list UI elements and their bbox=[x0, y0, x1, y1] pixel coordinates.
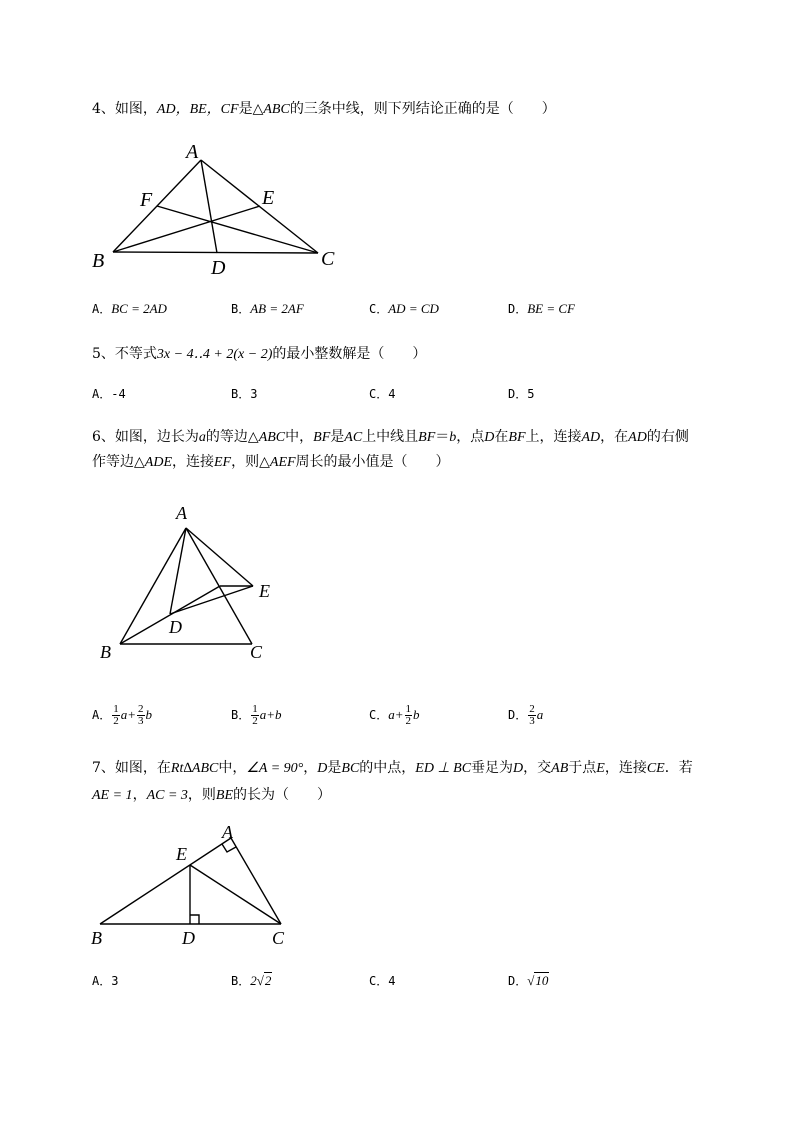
label-c: C bbox=[250, 642, 263, 662]
q4-options bbox=[92, 300, 752, 326]
q5-option-c[interactable]: C．4 bbox=[369, 387, 396, 401]
q7-option-c[interactable]: C．4 bbox=[369, 974, 396, 988]
label-a: A bbox=[176, 503, 187, 523]
segment-ae bbox=[186, 528, 253, 586]
label-d: D bbox=[182, 928, 195, 948]
q4-option-d[interactable]: D．BE = CF bbox=[508, 301, 576, 316]
q4-option-a[interactable]: A．BC = 2AD bbox=[92, 301, 167, 316]
question-5-stem: 5、不等式3x − 4‥4 + 2(x − 2)的最小整数解是（ ） bbox=[92, 346, 427, 362]
q7-option-d[interactable]: D．√10 bbox=[508, 973, 549, 988]
q4-option-c[interactable]: C．AD = CD bbox=[369, 301, 439, 316]
label-b: B bbox=[100, 642, 111, 662]
q7-option-b[interactable]: B．2√2 bbox=[231, 973, 272, 988]
q4-text: 4、如图， bbox=[92, 101, 157, 117]
q5-option-d[interactable]: D．5 bbox=[508, 387, 535, 401]
label-b: B bbox=[92, 250, 105, 272]
q6-options bbox=[92, 704, 752, 730]
right-angle-mark-a bbox=[222, 844, 236, 852]
segment-ab bbox=[100, 838, 231, 924]
q4-option-b[interactable]: B．AB = 2AF bbox=[231, 301, 304, 316]
label-f: F bbox=[140, 189, 153, 211]
q7-triangle-figure bbox=[88, 818, 298, 952]
q6-option-b[interactable]: B． $\frac{1}{2}$ a+b bbox=[231, 703, 282, 727]
label-c: C bbox=[321, 248, 335, 270]
q7-options bbox=[92, 972, 752, 998]
q6-option-c[interactable]: C．a+ $\frac{1}{2}$ b bbox=[369, 703, 420, 727]
q6-option-d[interactable]: D． $\frac{2}{3}$ a bbox=[508, 703, 544, 727]
right-angle-mark-d bbox=[190, 915, 199, 924]
q4-math: AD，BE，CF bbox=[156, 102, 239, 117]
q5-inequality: 3x − 4‥4 + 2(x − 2) bbox=[156, 347, 273, 362]
label-e: E bbox=[259, 581, 270, 601]
label-c: C bbox=[272, 928, 285, 948]
label-a: A bbox=[186, 141, 199, 163]
label-a: A bbox=[222, 822, 233, 842]
q5-option-a[interactable]: A．-4 bbox=[92, 387, 126, 401]
question-6-stem: 6、如图，边长为a的等边△ABC中，BF是AC上中线且BF＝b，点D在BF上，连接AD，在AD的右侧 作等边△ADE，连接EF，则△AEF周长的最小值是（ ） bbox=[92, 429, 689, 470]
q4-text: 的三条中线，则下列结论正确的是（ ） bbox=[289, 101, 556, 117]
segment-ec bbox=[190, 865, 281, 924]
q4-math: ABC bbox=[263, 102, 290, 117]
segment-bc bbox=[113, 252, 318, 253]
label-e: E bbox=[176, 844, 187, 864]
question-7-stem: 7、如图，在Rt∆ABC中，∠A = 90°，D是BC的中点，ED ⊥ BC垂足为D，交AB于点E，连接CE．若 AE = 1，AC = 3，则BE的长为（ ） bbox=[92, 760, 693, 803]
q4-text: 是△ bbox=[238, 101, 264, 117]
label-d: D bbox=[211, 257, 226, 279]
label-b: B bbox=[91, 928, 102, 948]
q6-option-a[interactable]: A． $\frac{1}{2}$ a+ $\frac{2}{3}$ b bbox=[92, 703, 153, 727]
q6-triangle-figure bbox=[96, 500, 286, 665]
label-e: E bbox=[262, 187, 275, 209]
q7-option-a[interactable]: A．3 bbox=[92, 974, 119, 988]
median-ad bbox=[201, 160, 217, 253]
q5-options bbox=[92, 385, 752, 411]
q4-triangle-figure bbox=[88, 138, 348, 280]
segment-ac bbox=[231, 838, 281, 924]
question-4-stem bbox=[92, 96, 752, 123]
q5-option-b[interactable]: B．3 bbox=[231, 387, 258, 401]
label-d: D bbox=[169, 617, 182, 637]
